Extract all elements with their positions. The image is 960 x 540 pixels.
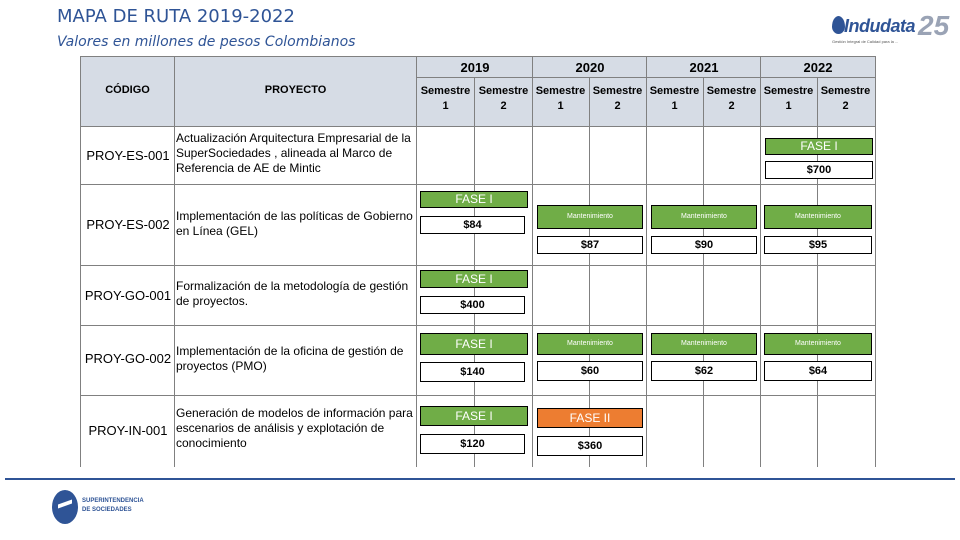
indudata-logo bbox=[830, 12, 954, 48]
row-code: PROY-GO-002 bbox=[84, 351, 172, 366]
phase-bar: FASE I bbox=[420, 406, 528, 426]
semester-label: Semestre bbox=[763, 85, 814, 97]
semester-header bbox=[760, 84, 817, 114]
semester-number: 2 bbox=[728, 100, 735, 112]
supersociedades-logo bbox=[52, 490, 162, 526]
semester-number: 2 bbox=[614, 100, 621, 112]
semester-header bbox=[417, 84, 474, 114]
maintenance-bar: Mantenimiento bbox=[764, 205, 872, 229]
sem-divider bbox=[817, 77, 818, 467]
row-divider bbox=[81, 126, 875, 127]
logo-number: 25 bbox=[918, 10, 950, 41]
sem-divider bbox=[703, 77, 704, 467]
phase-bar: FASE I bbox=[765, 138, 873, 155]
semester-number: 2 bbox=[500, 100, 507, 112]
col-divider bbox=[532, 57, 533, 467]
cost-box: $140 bbox=[420, 362, 525, 382]
maintenance-bar: Mantenimiento bbox=[537, 333, 643, 355]
semester-number: 1 bbox=[785, 100, 792, 112]
cost-box: $60 bbox=[537, 361, 643, 381]
semester-label: Semestre bbox=[649, 85, 700, 97]
row-divider bbox=[417, 77, 875, 78]
cost-box: $360 bbox=[537, 436, 643, 456]
phase-2-bar: FASE II bbox=[537, 408, 643, 428]
semester-header bbox=[475, 84, 532, 114]
cost-box: $87 bbox=[537, 236, 643, 254]
footer-rule bbox=[5, 478, 955, 480]
project-header: PROYECTO bbox=[264, 84, 327, 96]
cost-box: $700 bbox=[765, 161, 873, 179]
phase-bar: FASE I bbox=[420, 333, 528, 355]
year-2021: 2021 bbox=[689, 60, 719, 75]
semester-label: Semestre bbox=[820, 85, 871, 97]
page-title: MAPA DE RUTA 2019-2022 bbox=[57, 6, 295, 27]
row-divider bbox=[81, 265, 875, 266]
semester-header bbox=[703, 84, 760, 114]
phase-bar: FASE I bbox=[420, 270, 528, 288]
row-project: Generación de modelos de información para escenarios de análisis y explotación de conocimiento bbox=[176, 406, 413, 450]
row-project: Actualización Arquitectura Empresarial de la SuperSociedades , alineada al Marco de Referencia de AE de Mintic bbox=[176, 131, 411, 175]
logo-line-1: SUPERINTENDENCIA bbox=[82, 498, 144, 504]
col-divider bbox=[646, 57, 647, 467]
semester-number: 1 bbox=[442, 100, 449, 112]
year-2022: 2022 bbox=[803, 60, 833, 75]
cost-box: $64 bbox=[764, 361, 872, 381]
semester-label: Semestre bbox=[592, 85, 643, 97]
page-subtitle: Valores en millones de pesos Colombianos bbox=[57, 34, 356, 50]
maintenance-bar: Mantenimiento bbox=[764, 333, 872, 355]
row-code: PROY-ES-002 bbox=[86, 217, 170, 232]
phase-bar: FASE I bbox=[420, 191, 528, 208]
col-divider bbox=[760, 57, 761, 467]
row-code: PROY-IN-001 bbox=[88, 423, 168, 438]
year-2020: 2020 bbox=[575, 60, 605, 75]
logo-word: Indudata bbox=[844, 16, 915, 36]
cost-box: $400 bbox=[420, 296, 525, 314]
semester-label: Semestre bbox=[420, 85, 471, 97]
semester-label: Semestre bbox=[478, 85, 529, 97]
logo-line-2: DE SOCIEDADES bbox=[82, 507, 132, 513]
maintenance-bar: Mantenimiento bbox=[537, 205, 643, 229]
year-2019: 2019 bbox=[460, 60, 490, 75]
maintenance-bar: Mantenimiento bbox=[651, 333, 757, 355]
semester-label: Semestre bbox=[535, 85, 586, 97]
logo-tagline: Gestión Integral de Calidad para la ... bbox=[832, 39, 899, 44]
row-project: Implementación de las políticas de Gobierno en Línea (GEL) bbox=[176, 209, 413, 238]
cost-box: $84 bbox=[420, 216, 525, 234]
semester-header bbox=[532, 84, 589, 114]
row-code: PROY-ES-001 bbox=[86, 148, 170, 163]
supersociedades-icon bbox=[52, 490, 78, 524]
semester-number: 1 bbox=[557, 100, 564, 112]
row-project: Formalización de la metodología de gestión de proyectos. bbox=[176, 279, 409, 308]
cost-box: $120 bbox=[420, 434, 525, 454]
semester-header bbox=[817, 84, 874, 114]
semester-label: Semestre bbox=[706, 85, 757, 97]
semester-number: 1 bbox=[671, 100, 678, 112]
row-divider bbox=[81, 184, 875, 185]
cost-box: $62 bbox=[651, 361, 757, 381]
row-divider bbox=[81, 395, 875, 396]
row-divider bbox=[81, 325, 875, 326]
semester-header bbox=[646, 84, 703, 114]
semester-header bbox=[589, 84, 646, 114]
row-project: Implementación de la oficina de gestión de proyectos (PMO) bbox=[176, 344, 404, 373]
maintenance-bar: Mantenimiento bbox=[651, 205, 757, 229]
semester-number: 2 bbox=[842, 100, 849, 112]
code-header: CÓDIGO bbox=[105, 84, 150, 96]
cost-box: $90 bbox=[651, 236, 757, 254]
col-divider bbox=[416, 57, 417, 467]
cost-box: $95 bbox=[764, 236, 872, 254]
row-code: PROY-GO-001 bbox=[84, 288, 172, 303]
